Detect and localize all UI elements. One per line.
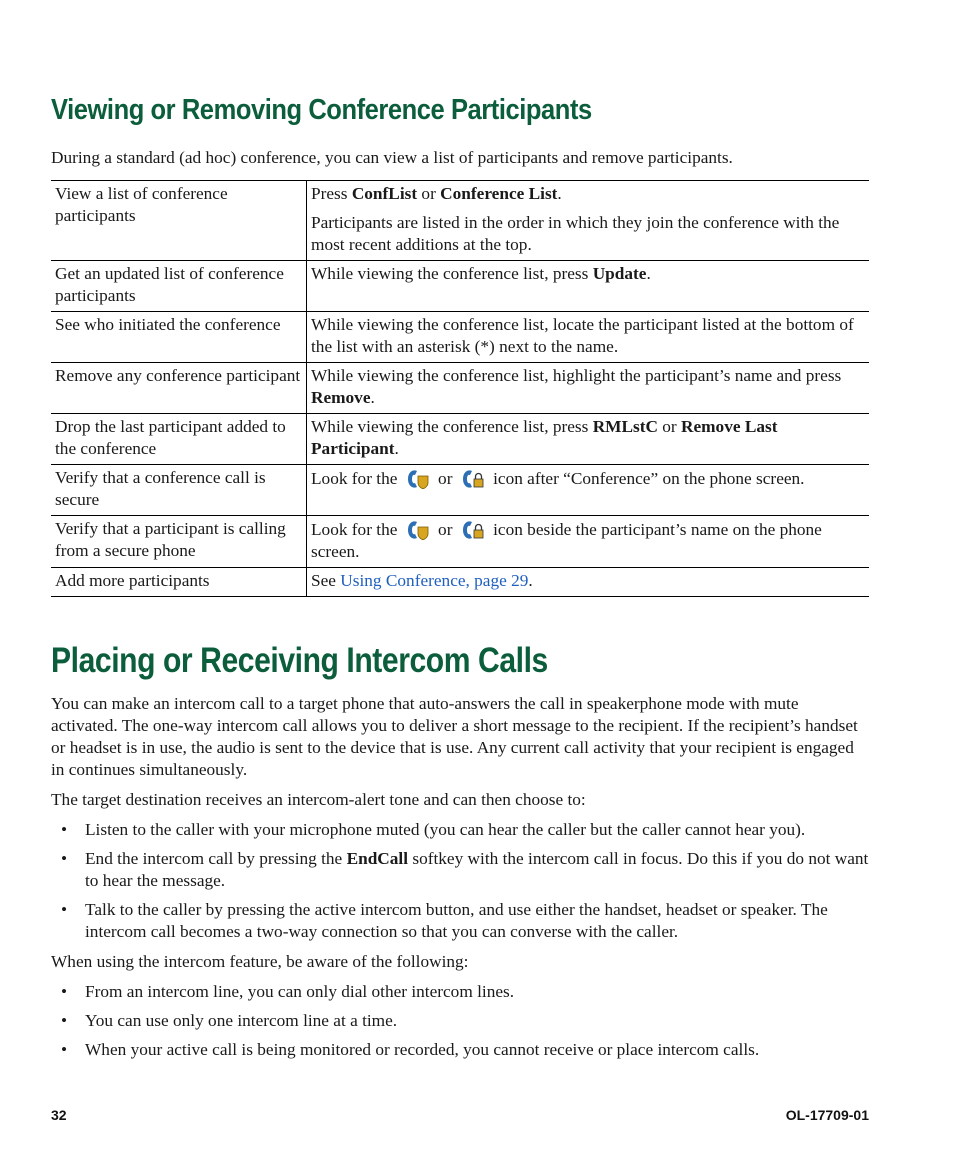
- document-id: OL-17709-01: [785, 1107, 869, 1123]
- list-item: • When your active call is being monitored or recorded, you cannot receive or place intercom calls.: [51, 1039, 869, 1061]
- softkey-rmlstc: RMLstC: [592, 417, 658, 436]
- softkey-remove-last-participant: Remove Last Participant: [311, 417, 778, 458]
- section-heading-conference: Viewing or Removing Conference Participants: [51, 94, 592, 126]
- encrypted-call-icon: [405, 518, 431, 540]
- list-item: • Listen to the caller with your microphone muted (you can hear the caller but the caller cannot hear you).: [51, 819, 869, 841]
- intercom-paragraph: You can make an intercom call to a target phone that auto-answers the call in speakerphone mode with mute activated. The one-way intercom call allows you to deliver a short message to the recipient. If the recipient’s handset or headset is in use, the audio is sent to the device that is use. Any current call activity that your recipient is engaged in continues simultaneously.: [51, 694, 858, 779]
- action-cell: See who initiated the conference: [51, 312, 307, 363]
- intercom-paragraph: When using the intercom feature, be aware of the following:: [51, 952, 469, 971]
- section-heading-intercom: Placing or Receiving Intercom Calls: [51, 641, 548, 680]
- description-cell: While viewing the conference list, locate the participant listed at the bottom of the list with an asterisk (*) next to the name.: [311, 315, 854, 356]
- description-cell: While viewing the conference list, press RMLstC or Remove Last Participant.: [311, 417, 778, 458]
- authenticated-call-icon: [460, 518, 486, 540]
- softkey-conference-list: Conference List: [440, 184, 558, 203]
- description-cell: See Using Conference, page 29.: [311, 571, 533, 590]
- action-cell: Remove any conference participant: [51, 363, 307, 414]
- intercom-section-body: [51, 693, 869, 1069]
- table-row: [51, 261, 869, 312]
- action-cell: Verify that a participant is calling from a secure phone: [51, 516, 307, 568]
- list-item: • You can use only one intercom line at a time.: [51, 1010, 869, 1032]
- recipient-options-list: [51, 819, 869, 943]
- list-item: • From an intercom line, you can only dial other intercom lines.: [51, 981, 869, 1003]
- list-item: • End the intercom call by pressing the EndCall softkey with the intercom call in focus. Do this if you do not want to hear the message.: [51, 848, 869, 892]
- softkey-remove: Remove: [311, 388, 371, 407]
- table-row: [51, 363, 869, 414]
- action-cell: View a list of conference participants: [51, 181, 307, 261]
- action-cell: Verify that a conference call is secure: [51, 465, 307, 516]
- intercom-notes-list: [51, 981, 869, 1061]
- table-row: [51, 465, 869, 516]
- action-cell: Add more participants: [51, 568, 307, 597]
- using-conference-link[interactable]: Using Conference, page 29: [340, 571, 529, 590]
- table-row: [51, 312, 869, 363]
- section-intro: During a standard (ad hoc) conference, you can view a list of participants and remove participants.: [51, 148, 733, 167]
- authenticated-call-icon: [460, 467, 486, 489]
- table-row: [51, 516, 869, 568]
- description-cell: Press ConfList or Conference List. Participants are listed in the order in which they join the conference with the most recent additions at the top.: [311, 184, 840, 254]
- conference-actions-table: [51, 180, 869, 597]
- softkey-endcall: EndCall: [346, 849, 409, 868]
- description-cell: While viewing the conference list, highlight the participant’s name and press Remove.: [311, 366, 842, 407]
- table-row: [51, 414, 869, 465]
- description-cell: Look for the or icon after “Conference” on the phone screen.: [311, 469, 805, 488]
- softkey-update: Update: [592, 264, 647, 283]
- intercom-paragraph: The target destination receives an intercom-alert tone and can then choose to:: [51, 790, 586, 809]
- softkey-conflist: ConfList: [351, 184, 418, 203]
- encrypted-call-icon: [405, 467, 431, 489]
- list-item: • Talk to the caller by pressing the active intercom button, and use either the handset, headset or speaker. The intercom call becomes a two-way connection so that you can converse with the caller.: [51, 899, 869, 943]
- table-row: [51, 568, 869, 597]
- action-cell: Get an updated list of conference participants: [51, 261, 307, 312]
- description-cell: Look for the or icon beside the participant’s name on the phone screen.: [311, 520, 822, 561]
- table-row: [51, 181, 869, 261]
- action-cell: Drop the last participant added to the conference: [51, 414, 307, 465]
- description-cell: While viewing the conference list, press Update.: [311, 264, 651, 283]
- page-number: 32: [51, 1107, 67, 1123]
